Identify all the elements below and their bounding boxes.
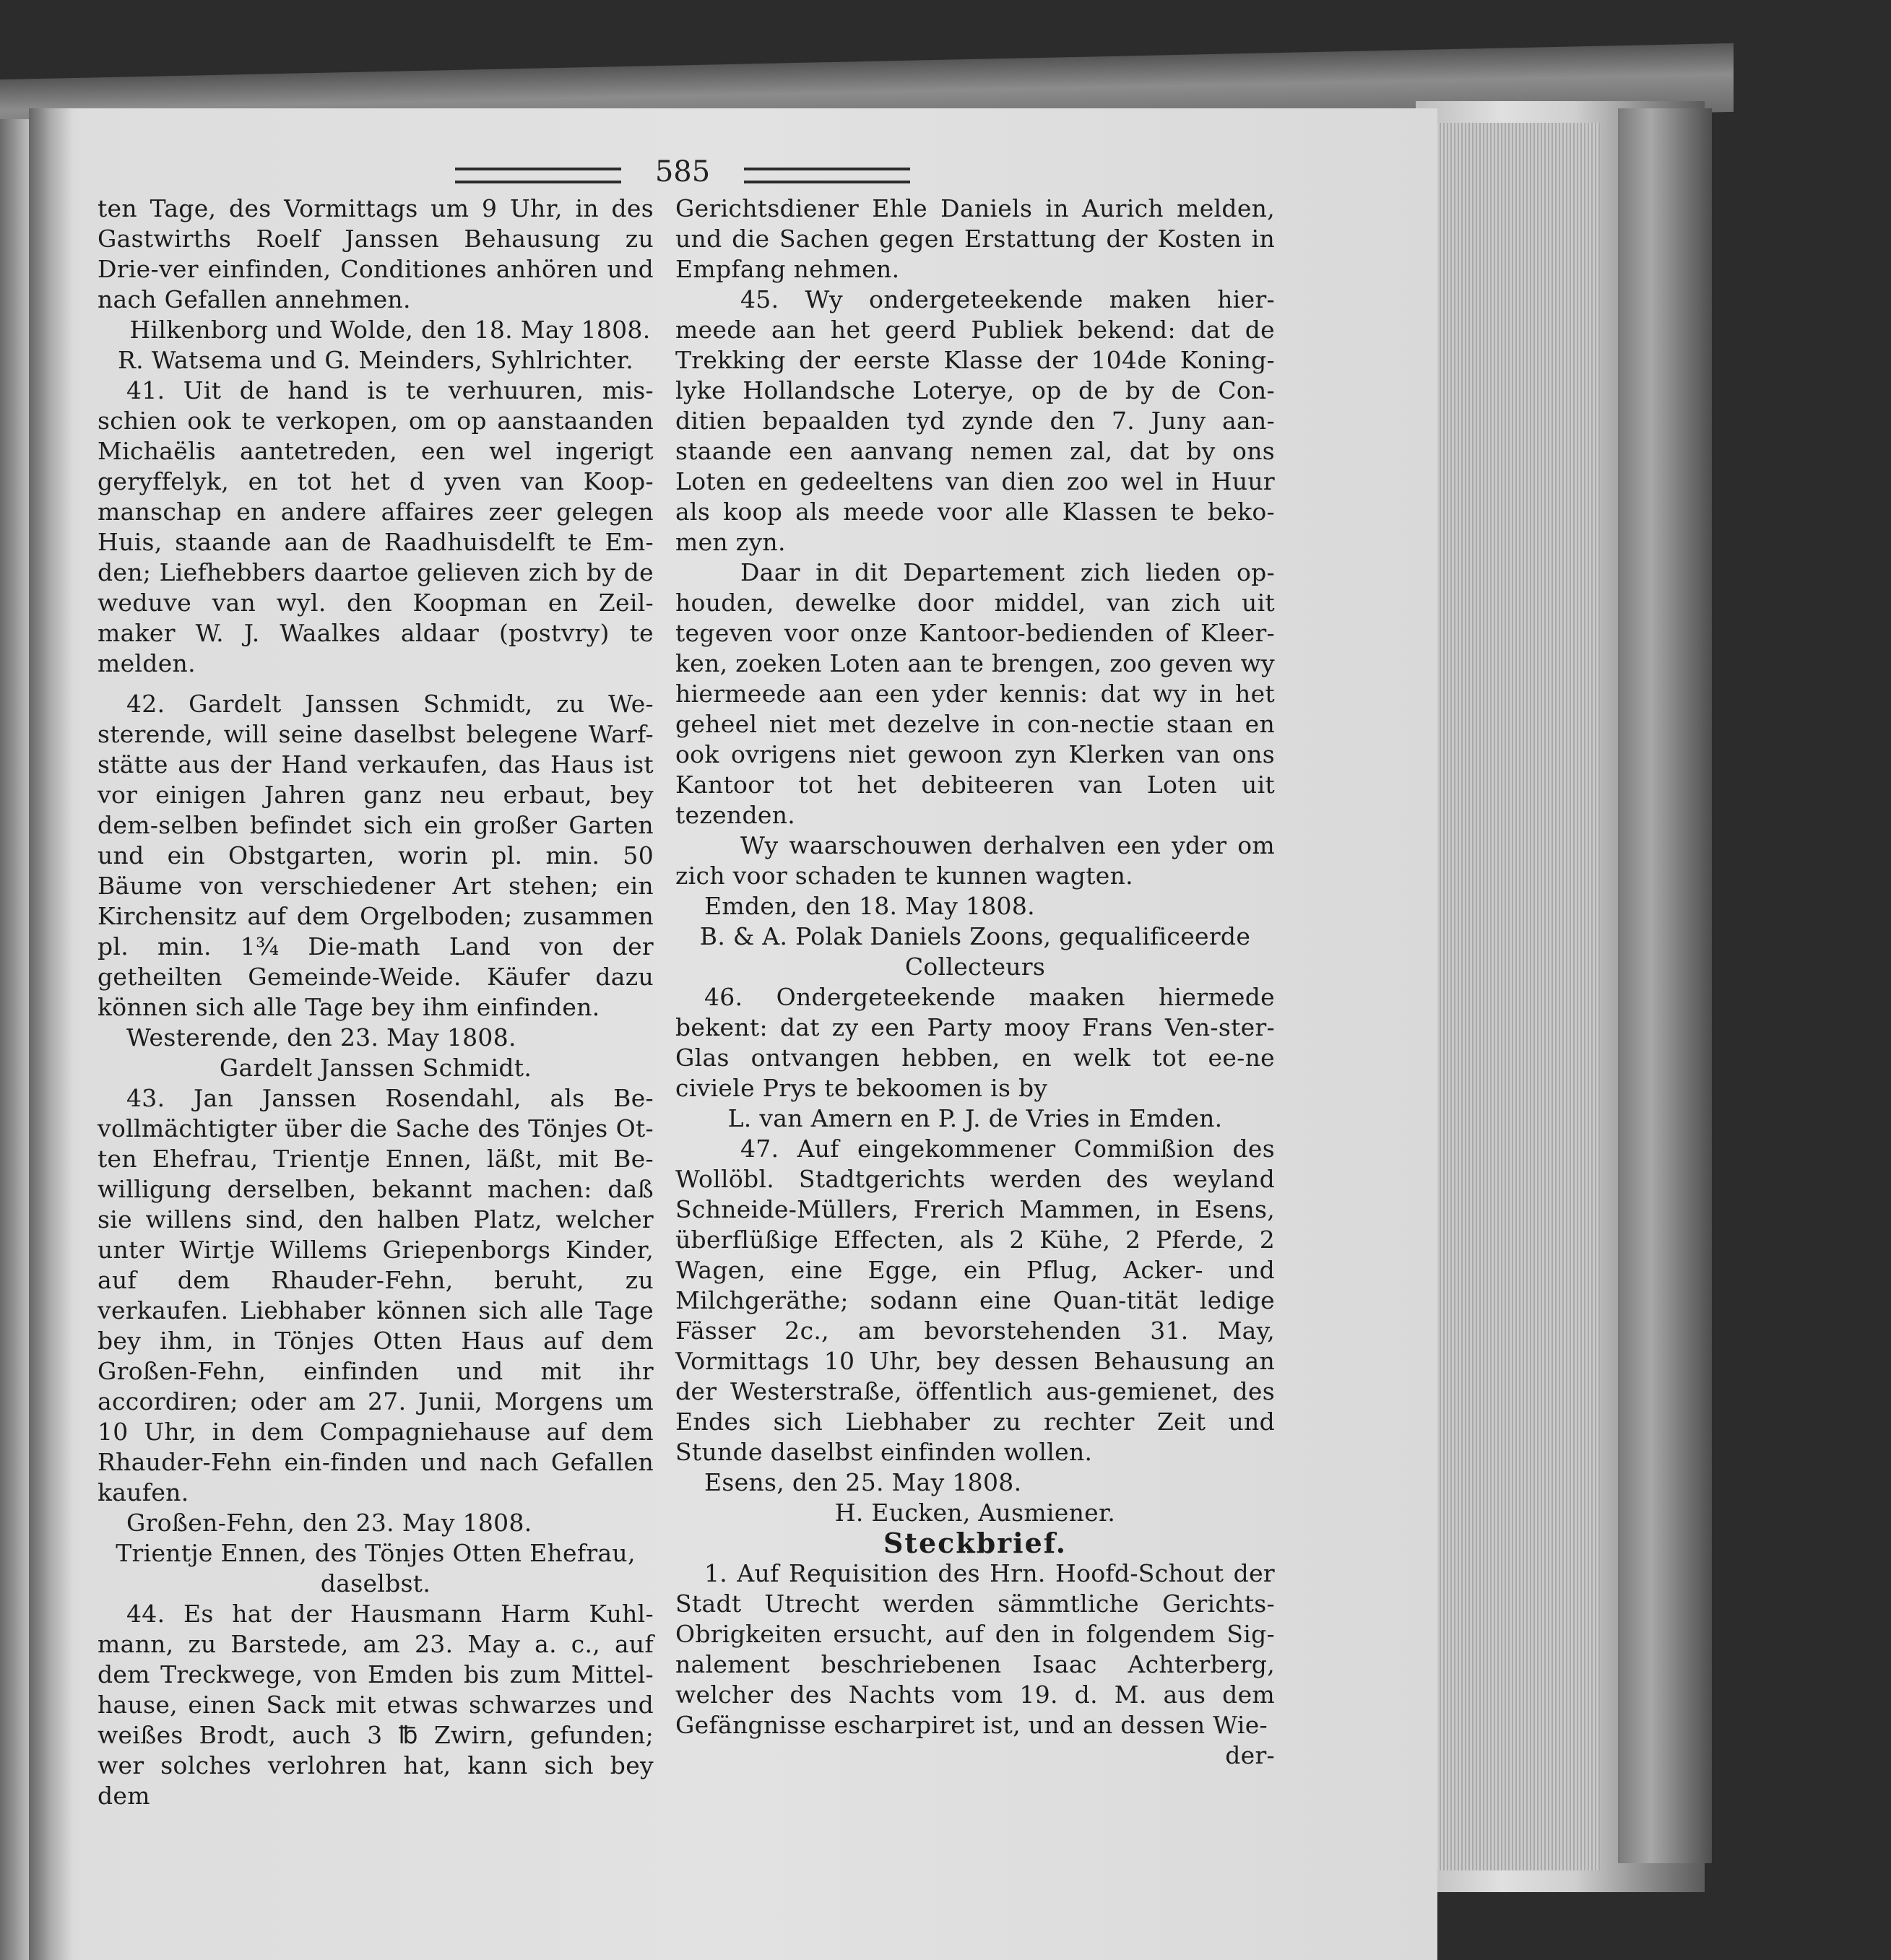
header-rule-right [744, 168, 910, 183]
notice-43-place-date: Großen-Fehn, den 23. May 1808. [126, 1509, 532, 1537]
notice-40-place-date: Hilkenborg und Wolde, den 18. May 1808. [129, 316, 651, 344]
notice-45-place-date: Emden, den 18. May 1808. [704, 892, 1035, 920]
notice-46: 46. Ondergeteekende maaken hiermede bekent: dat zy een Party mooy Frans Ven-ster-Glas ontvangen hebben, en welk tot ee-ne civiele Prys te bekoomen is by [675, 983, 1275, 1102]
facing-page-edge [0, 119, 29, 1960]
notice-47-place-date: Esens, den 25. May 1808. [704, 1468, 1022, 1496]
notice-45-signature: B. & A. Polak Daniels Zoons, gequalificeerde Collecteurs [699, 922, 1251, 981]
notice-40-signature: R. Watsema und G. Meinders, Syhlrichter. [117, 346, 634, 374]
page-number: 585 [654, 155, 711, 188]
notice-41: 41. Uit de hand is te verhuuren, mis-schien ook te verkopen, om op aanstaanden Michaëlis aantetreden, een wel ingerigt geryffelyk, en tot het d yven van Koop-manschap en andere affaires zeer gelegen Huis, staande aan de Raadhuisdelft te Em-den; Liefhebbers daartoe gelieven zich by de weduve van wyl. den Koopman en Zeil-maker W. J. Waalkes aldaar (postvry) te melden. [98, 376, 654, 677]
notice-45-warning: Wy waarschouwen derhalven een yder om zich voor schaden te kunnen wagten. [675, 831, 1275, 890]
page-header [455, 152, 910, 195]
notice-44: 44. Es hat der Hausmann Harm Kuhl-mann, zu Barstede, am 23. May a. c., auf dem Treckwege, von Emden bis zum Mittel-hause, einen Sack mit etwas schwarzes und weißes Brodt, auch 3 ℔ Zwirn, gefunden; wer solches verlohren hat, kann sich bey dem [98, 1600, 654, 1810]
steckbrief-1: 1. Auf Requisition des Hrn. Hoofd-Schout der Stadt Utrecht werden sämmtliche Gerichts-Obrigkeiten ersucht, auf den in folgendem Sig-nalement beschriebenen Isaac Achterberg, welcher des Nachts vom 19. d. M. aus dem Gefängnisse escharpiret ist, und an dessen Wie- [675, 1559, 1275, 1739]
notice-40-body: ten Tage, des Vormittags um 9 Uhr, in des Gastwirths Roelf Janssen Behausung zu Drie-ver einfinden, Conditiones anhören und nach Gefallen annehmen. [98, 194, 654, 313]
notice-43: 43. Jan Janssen Rosendahl, als Be-vollmächtigter über die Sache des Tönjes Ot-ten Ehefrau, Trientje Ennen, läßt, mit Be-willigung derselben, bekannt machen: daß sie willens sind, den halben Platz, welcher unter Wirtje Willems Griepenborgs Kinder, auf dem Rhauder-Fehn, beruht, zu verkaufen. Liebhaber können sich alle Tage bey ihm, in Tönjes Otten Haus auf dem Großen-Fehn, einfinden und mit ihr accordiren; oder am 27. Junii, Morgens um 10 Uhr, in dem Compagniehause auf dem Rhauder-Fehn ein-finden und nach Gefallen kaufen. [98, 1084, 654, 1506]
page-block-edges [1434, 123, 1600, 1870]
notice-45: 45. Wy ondergeteekende maken hier-meede aan het geerd Publiek bekend: dat de Trekking der eerste Klasse der 104de Koning-lyke Hollandsche Loterye, op de by de Con-ditien bepaalden tyd zynde den 7. Juny aan-staande een aanvang nemen zal, dat by ons Loten en gedeeltens van dien zoo wel in Huur als koop als meede voor alle Klassen te beko-men zyn. [675, 285, 1275, 556]
notice-43-signature: Trientje Ennen, des Tönjes Otten Ehefrau, daselbst. [116, 1539, 636, 1597]
section-heading-steckbrief: Steckbrief. [883, 1527, 1068, 1559]
notice-42: 42. Gardelt Janssen Schmidt, zu We-sterende, will seine daselbst belegene Warf-stätte aus der Hand verkaufen, das Haus ist vor einigen Jahren ganz neu erbaut, bey dem-selben befindet sich ein großer Garten und ein Obstgarten, worin pl. min. 50 Bäume von verschiedener Art stehen; ein Kirchensitz auf dem Orgelboden; zusammen pl. min. 1¾ Die-math Land von der getheilten Gemeinde-Weide. Käufer dazu können sich alle Tage bey ihm einfinden. [98, 690, 654, 1021]
notice-42-signature: Gardelt Janssen Schmidt. [219, 1054, 532, 1082]
notice-47: 47. Auf eingekommener Commißion des Wollöbl. Stadtgerichts werden des weyland Schneide-Müllers, Frerich Mammen, in Esens, überflüßige Effecten, als 2 Kühe, 2 Pferde, 2 Wagen, eine Egge, ein Pflug, Acker- und Milchgeräthe; sodann eine Quan-tität ledige Fässer 2c., am bevorstehenden 31. May, Vormittags 10 Uhr, bey dessen Behausung an der Westerstraße, öffentlich aus-gemienet, des Endes sich Liebhaber zu rechter Zeit und Stunde daselbst einfinden wollen. [675, 1135, 1275, 1466]
left-column [98, 194, 654, 1811]
right-column [675, 194, 1275, 1771]
catchword: der- [1225, 1741, 1275, 1769]
notice-45-continued: Daar in dit Departement zich lieden op-houden, dewelke door middel, van zich uit tegeven voor onze Kantoor-bedienden of Kleer-ken, zoeken Loten aan te brengen, zoo geven wy hiermeede aan een yder kennis: dat wy in het geheel niet met dezelve in con-nectie staan en ook ovrigens niet gewoon zyn Klerken van ons Kantoor tot het debiteeren van Loten uit tezenden. [675, 558, 1275, 829]
gutter-shadow [29, 108, 72, 1960]
notice-46-signature: L. van Amern en P. J. de Vries in Emden. [727, 1104, 1223, 1132]
notice-44-continued: Gerichtsdiener Ehle Daniels in Aurich melden, und die Sachen gegen Erstattung der Kosten in Empfang nehmen. [675, 194, 1275, 283]
notice-47-signature: H. Eucken, Ausmiener. [834, 1499, 1116, 1527]
book-spine [1618, 108, 1712, 1863]
notice-42-place-date: Westerende, den 23. May 1808. [126, 1023, 516, 1051]
